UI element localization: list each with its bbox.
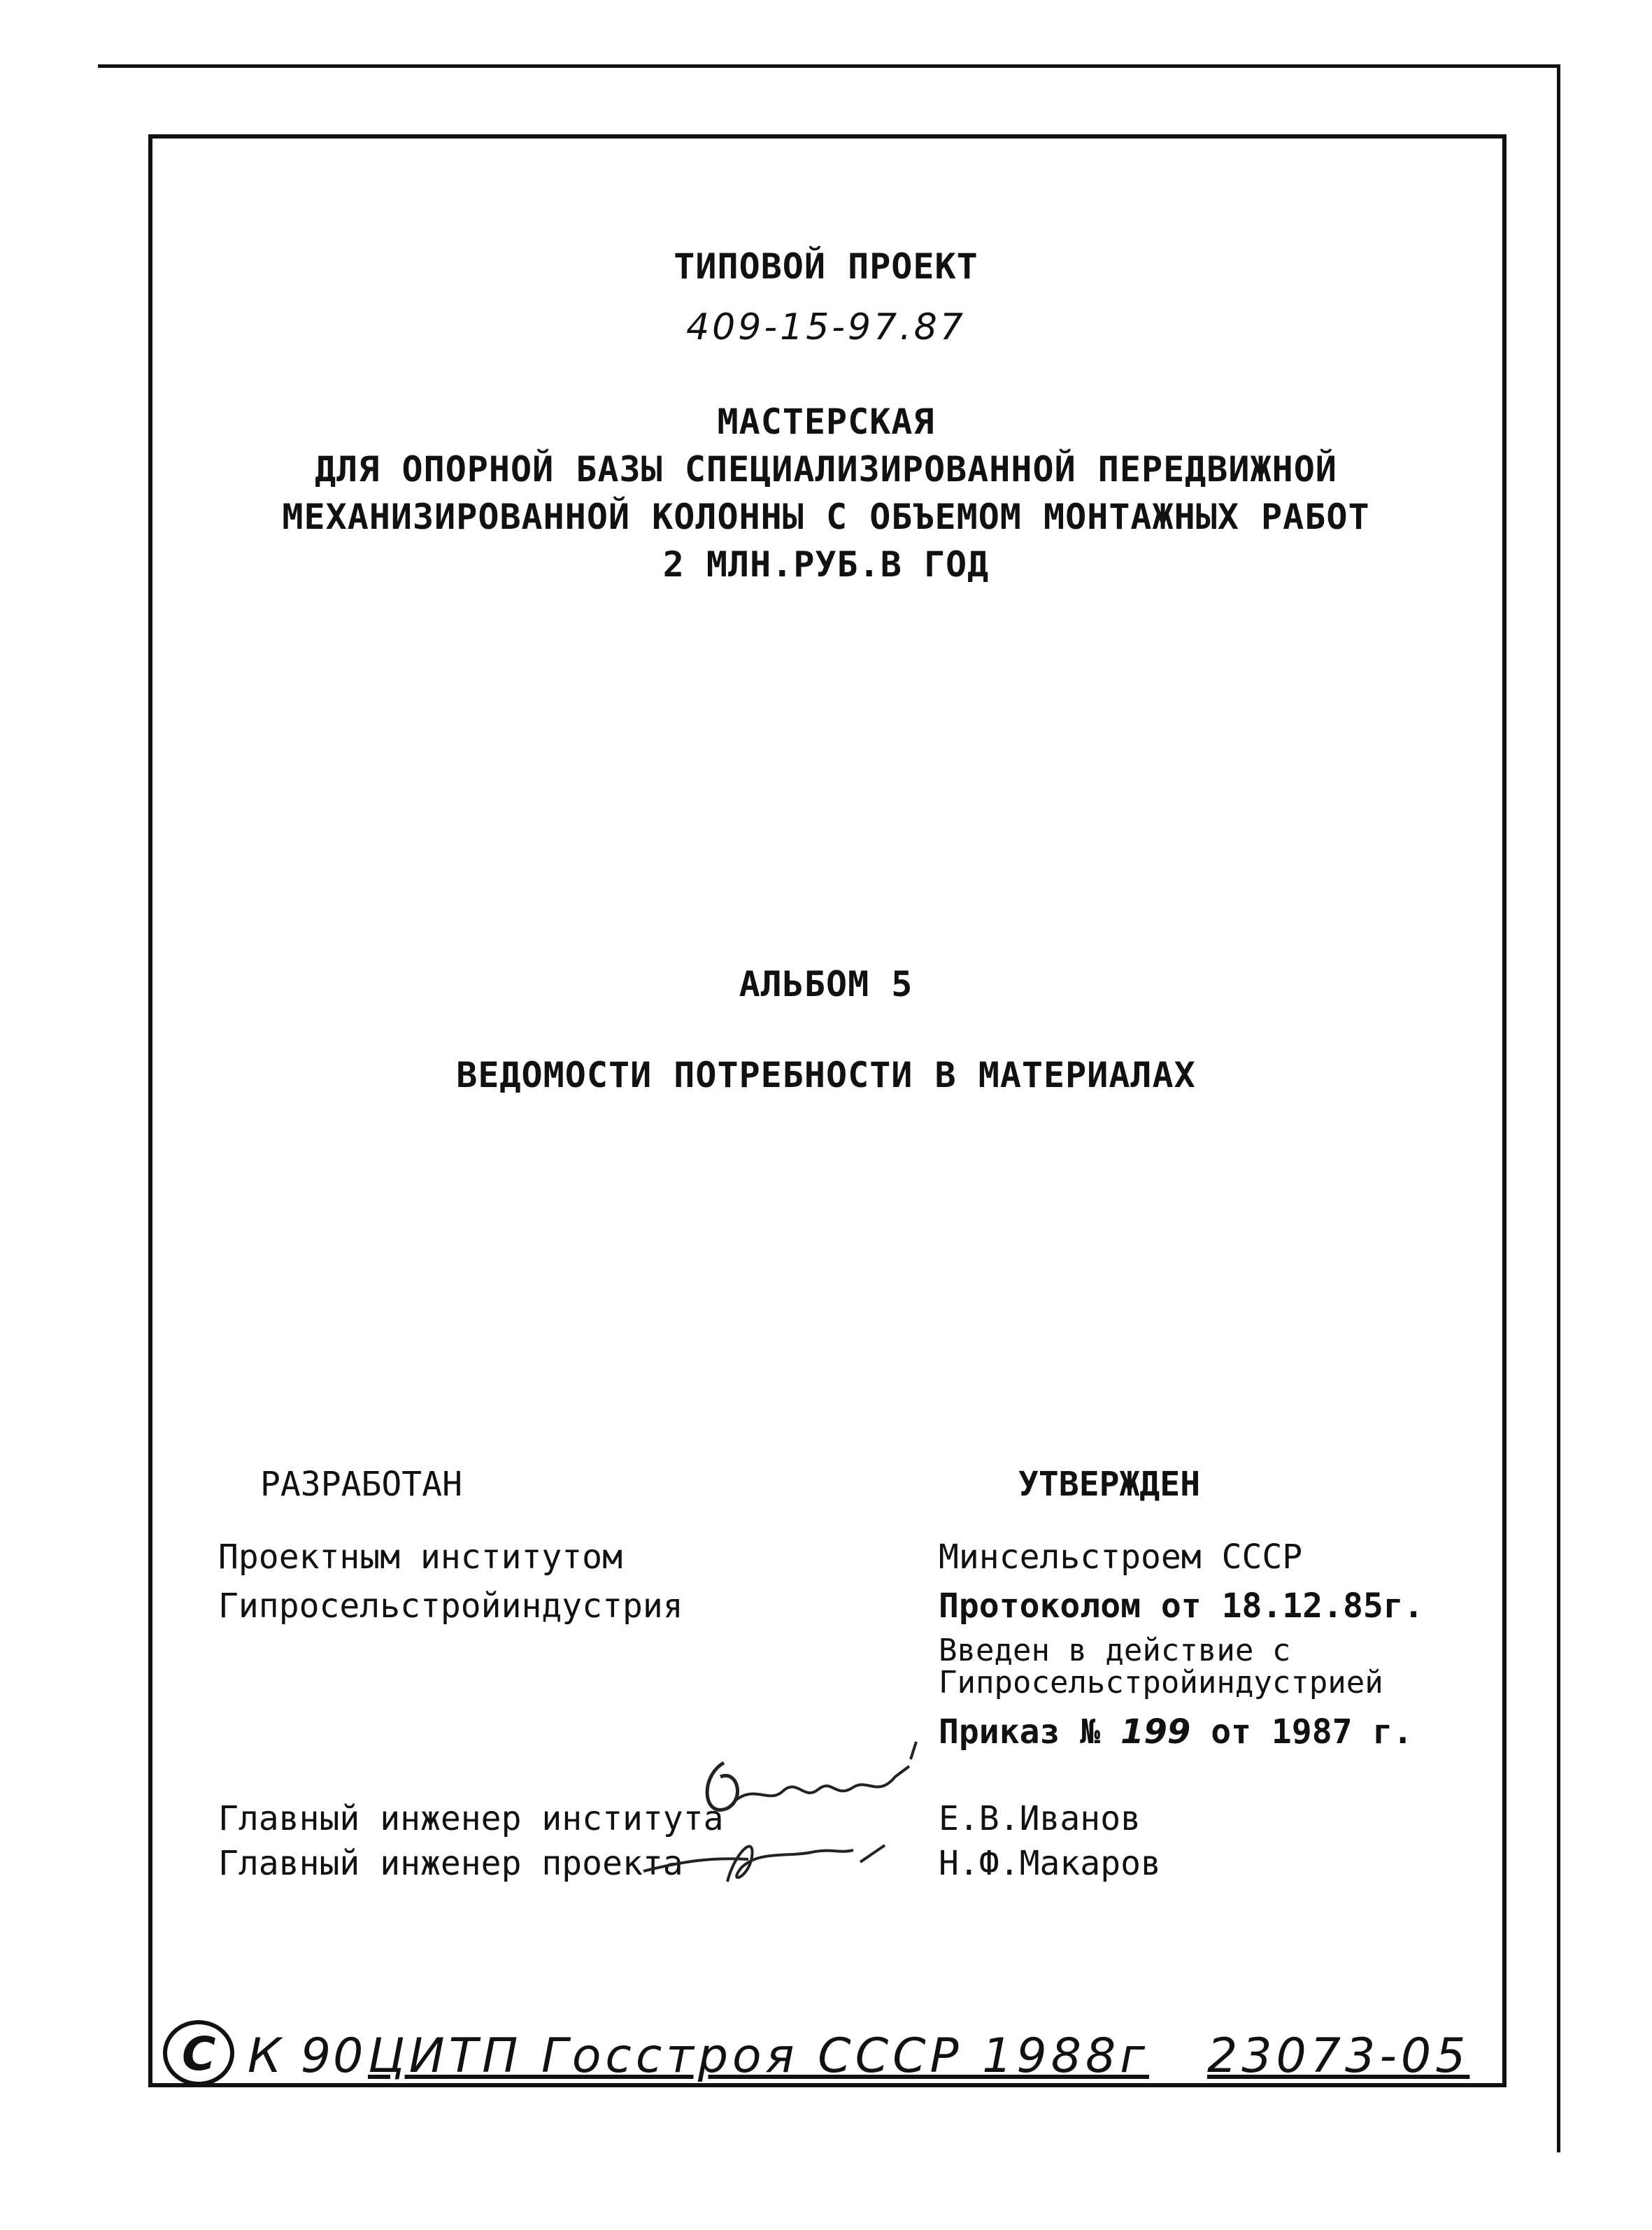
- order-mid: от: [1211, 1712, 1251, 1752]
- approved-heading: УТВЕРЖДЕН: [1018, 1465, 1201, 1504]
- title-line-2: ДЛЯ ОПОРНОЙ БАЗЫ СПЕЦИАЛИЗИРОВАННОЙ ПЕРЕДВИЖНОЙ: [315, 449, 1337, 490]
- developed-line-2: Гипросельстройиндустрия: [218, 1586, 683, 1626]
- order-prefix: Приказ №: [939, 1712, 1101, 1752]
- approved-line-1: Минсельстроем СССР: [939, 1537, 1303, 1577]
- order-number: 199: [1120, 1712, 1191, 1752]
- developed-line-1: Проектным институтом: [218, 1537, 622, 1577]
- stamp-text: ЦИТП Госстроя СССР 1988г: [368, 2029, 1149, 2084]
- right-rule: [1557, 64, 1560, 2152]
- order-line: [939, 1712, 1413, 1752]
- signature-project: [629, 1819, 909, 1896]
- album-subtitle: ВЕДОМОСТИ ПОТРЕБНОСТИ В МАТЕРИАЛАХ: [456, 1055, 1196, 1095]
- name-chief-engineer-project: Н.Ф.Макаров: [939, 1844, 1161, 1883]
- stamp-code: 23073-05: [1207, 2029, 1470, 2084]
- name-chief-engineer-institute: Е.В.Иванов: [939, 1799, 1141, 1838]
- album-label: АЛЬБОМ 5: [739, 964, 913, 1004]
- role-chief-engineer-project: Главный инженер проекта: [218, 1844, 683, 1883]
- signature-institute: [685, 1735, 937, 1833]
- top-rule: [98, 64, 1560, 68]
- project-number: 409-15-97.87: [686, 306, 966, 348]
- stamp-prefix: К 90: [248, 2029, 366, 2084]
- approved-line-3: Введен в действие с: [939, 1633, 1291, 1668]
- order-year: 1987: [1271, 1712, 1353, 1752]
- approved-line-4: Гипросельстройиндустрией: [939, 1665, 1383, 1700]
- developed-heading: РАЗРАБОТАН: [260, 1465, 462, 1504]
- role-chief-engineer-institute: Главный инженер института: [218, 1799, 724, 1838]
- order-suffix: г.: [1372, 1712, 1414, 1752]
- title-line-4: 2 МЛН.РУБ.В ГОД: [662, 544, 990, 585]
- approved-line-2: Протоколом от 18.12.85г.: [939, 1586, 1424, 1626]
- title-line-3: МЕХАНИЗИРОВАННОЙ КОЛОННЫ С ОБЪЕМОМ МОНТАЖНЫХ РАБОТ: [282, 497, 1370, 537]
- title-line-1: МАСТЕРСКАЯ: [717, 402, 935, 442]
- doc-type: ТИПОВОЙ ПРОЕКТ: [674, 246, 978, 287]
- copyright-symbol: С: [182, 2027, 216, 2081]
